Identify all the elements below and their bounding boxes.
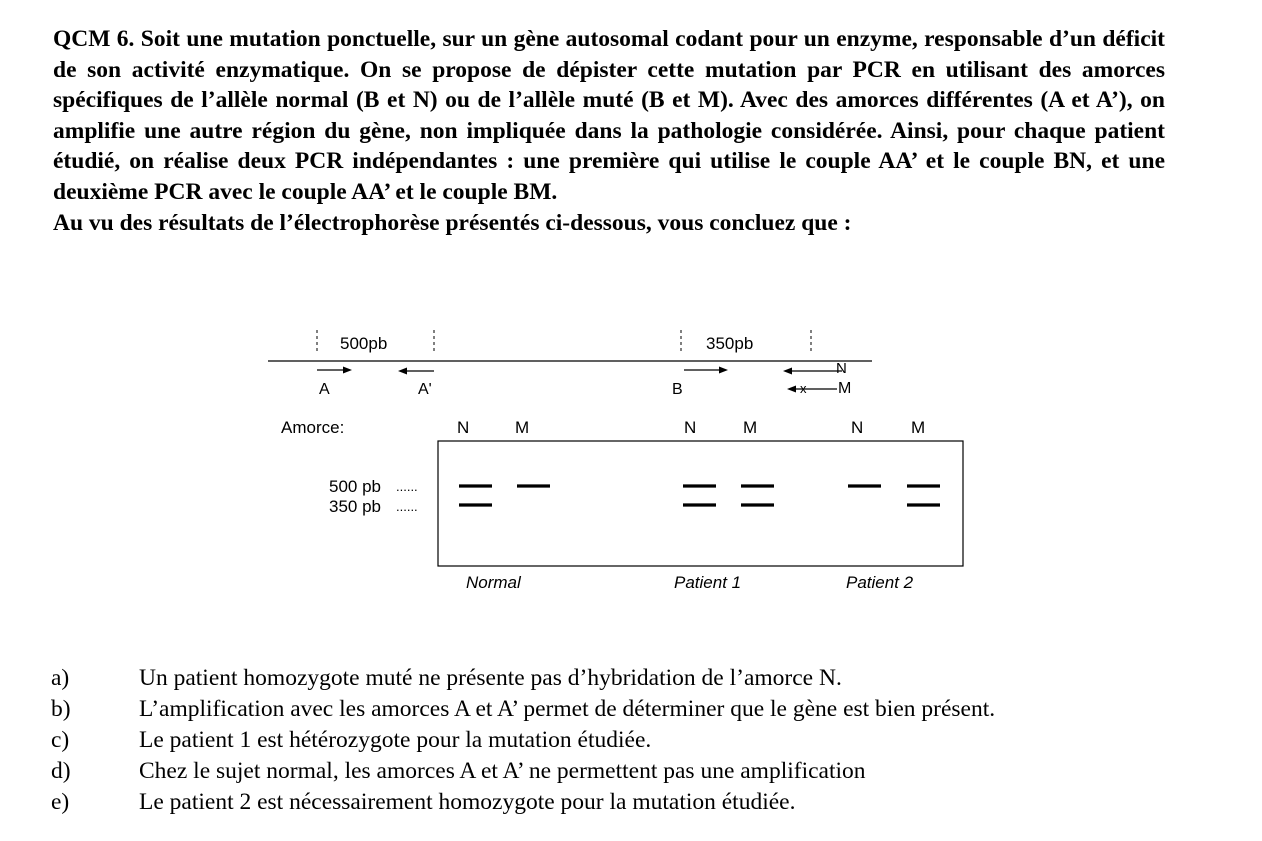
answer-letter: e) — [51, 788, 70, 815]
primer-a-label: A — [319, 381, 330, 398]
region1-size-label: 500pb — [340, 334, 388, 353]
marker-500-label: 500 pb — [329, 477, 381, 496]
primer-b-arrow — [684, 367, 728, 374]
primer-m-mismatch-mark: x — [800, 381, 807, 396]
answer-text: Le patient 2 est nécessairement homozygote pour la mutation étudiée. — [139, 788, 796, 815]
marker-350-label: 350 pb — [329, 497, 381, 516]
lane-patient1-n: N — [684, 418, 697, 437]
primer-n-label: N — [836, 360, 847, 377]
lane-patient2-n: N — [851, 418, 864, 437]
primer-m-arrow — [787, 386, 837, 393]
gel-bands — [459, 486, 940, 505]
sample-normal-label: Normal — [466, 573, 521, 592]
answer-item-c[interactable] — [51, 725, 995, 756]
answer-item-d[interactable] — [51, 756, 995, 787]
lane-patient2-m: M — [911, 418, 926, 437]
answer-list — [51, 663, 995, 818]
lane-normal-m: M — [515, 418, 530, 437]
lane-normal-n: N — [457, 418, 470, 437]
question-prompt: Au vu des résultats de l’électrophorèse présentés ci-dessous, vous concluez que : — [53, 209, 852, 236]
sample-patient2-label: Patient 2 — [846, 573, 914, 592]
sample-patient1-label: Patient 1 — [674, 573, 742, 592]
marker-350-dots: ...... — [396, 499, 418, 514]
primer-a-arrow — [317, 367, 352, 374]
amorce-label: Amorce: — [281, 418, 345, 437]
answer-item-a[interactable] — [51, 663, 995, 694]
primer-m-label: M — [838, 380, 852, 397]
region2-size-label: 350pb — [706, 334, 754, 353]
answer-item-b[interactable] — [51, 694, 995, 725]
answer-letter: d) — [51, 757, 71, 784]
answer-letter: c) — [51, 726, 70, 753]
answer-letter: a) — [51, 665, 70, 691]
question-paragraph: QCM 6. Soit une mutation ponctuelle, sur un gène autosomal codant pour un enzyme, responsable d’un déficit de son activité enzymatique. On se propose de dépister cette mutation par PCR en utilisant des amorces spécifiques de l’allèle normal (B et N) ou de l’allèle muté (B et M). Avec des amorces différentes (A et A’), on amplifie une autre région du gène, non impliquée dans la pathologie considérée. Ainsi, pour chaque patient étudié, on réalise deux PCR indépendantes : une première qui utilise le couple AA’ et le couple BN, et une deuxième PCR avec le couple AA’ et le couple BM. — [53, 26, 1165, 205]
primer-a-prime-label: A' — [418, 381, 432, 398]
primer-n-arrow — [783, 368, 842, 375]
marker-500-dots: ...... — [396, 479, 418, 494]
answer-text: L’amplification avec les amorces A et A’ permet de déterminer que le gène est bien présent. — [139, 695, 996, 722]
answer-letter: b) — [51, 695, 71, 722]
primer-a-prime-arrow — [398, 368, 434, 375]
gel-box — [438, 441, 963, 566]
lane-patient1-m: M — [743, 418, 758, 437]
answer-text: Un patient homozygote muté ne présente pas d’hybridation de l’amorce N. — [139, 665, 842, 691]
answer-item-e[interactable] — [51, 787, 995, 818]
primer-b-label: B — [672, 381, 683, 398]
question-block — [53, 24, 1165, 238]
answer-text: Le patient 1 est hétérozygote pour la mutation étudiée. — [139, 726, 652, 753]
answer-text: Chez le sujet normal, les amorces A et A’ ne permettent pas une amplification — [139, 757, 866, 784]
